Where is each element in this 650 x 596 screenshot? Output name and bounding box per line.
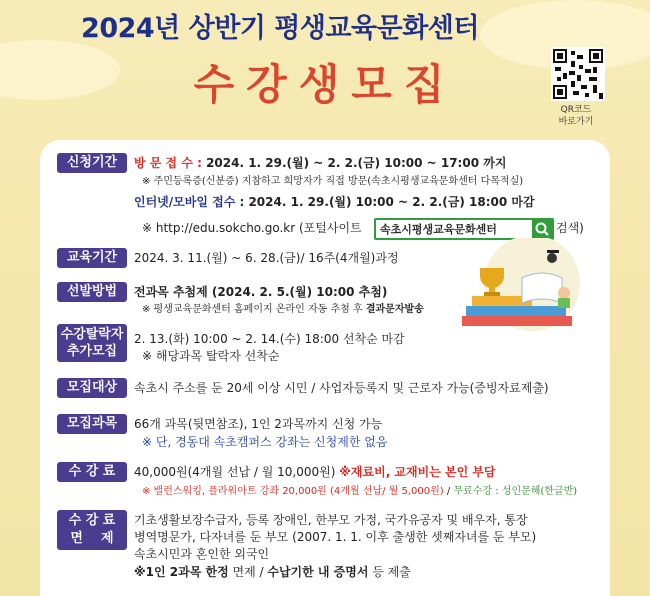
qr-caption: QR코드 바로가기 <box>558 105 594 127</box>
web-apply-line: 인터넷/모바일 접수 : 2024. 1. 29.(월) 10:00 ~ 2. 2.(금) 18:00 마감 <box>134 195 535 209</box>
courses-note: ※ 단, 경동대 속초캠퍼스 강좌는 신청제한 없음 <box>142 435 388 449</box>
fee-text: 40,000원(4개월 선납 / 월 10,000원) ※재료비, 교재비는 본인 부담 <box>134 465 496 479</box>
web-url-line[interactable]: ※ http://edu.sokcho.go.kr (포털사이트 <box>142 221 362 235</box>
label-fee-exempt: 수 강 료 면 제 <box>57 510 127 550</box>
label-selection: 선발방법 <box>57 282 127 302</box>
search-text: 속초시평생교육문화센터 <box>380 223 497 236</box>
label-apply-period: 신청기간 <box>57 153 127 173</box>
page-subtitle: 수강생모집 <box>193 60 457 109</box>
selection-text: 전과목 추첨제 (2024. 2. 5.(월) 10:00 추첨) <box>134 285 388 299</box>
exempt-line-3: 속초시민과 혼인한 외국인 <box>134 547 270 561</box>
visit-apply-line: 방 문 접 수 : 2024. 1. 29.(월) ~ 2. 2.(금) 10:00 ~ 17:00 까지 <box>134 156 507 170</box>
edu-period-text: 2024. 3. 11.(월) ~ 6. 28.(금)/ 16주(4개월)과정 <box>134 251 399 265</box>
label-fee: 수 강 료 <box>57 462 127 482</box>
dropout-note: ※ 해당과목 탈락자 선착순 <box>142 349 280 363</box>
label-dropout: 수강탈락자 추가모집 <box>57 324 127 362</box>
label-edu-period: 교육기간 <box>57 248 127 268</box>
courses-text: 66개 과목(뒷면참조), 1인 2과목까지 신청 가능 <box>134 417 383 431</box>
qr-code-icon[interactable] <box>551 47 605 101</box>
dropout-text: 2. 13.(화) 10:00 ~ 2. 14.(수) 18:00 선착순 마감 <box>134 332 405 346</box>
label-courses: 모집과목 <box>57 414 127 434</box>
exempt-line-2: 병역명문가, 다자녀를 둔 부모 (2007. 1. 1. 이후 출생한 셋째자녀를 둔 부모) <box>134 530 537 544</box>
page-title: 2024년 상반기 평생교육문화센터 <box>81 13 479 44</box>
bg-cloud <box>0 40 120 100</box>
search-suffix: 검색) <box>556 221 584 235</box>
fee-note: ※ 밸런스워킹, 플라워아트 강좌 20,000원 (4개월 선납/ 월 5,000원) / 무료수강 : 성인문해(한글반) <box>142 486 578 497</box>
target-text: 속초시 주소를 둔 20세 이상 시민 / 사업자등록지 및 근로자 가능(증빙자료제출) <box>134 381 549 395</box>
search-icon[interactable] <box>532 220 552 238</box>
portal-search-box[interactable] <box>374 218 554 240</box>
exempt-line-4: ※1인 2과목 한정 면제 / 수납기한 내 증명서 등 제출 <box>134 565 411 579</box>
label-target: 모집대상 <box>57 378 127 398</box>
selection-note: ※ 평생교육문화센터 홈페이지 온라인 자동 추첨 후 결과문자발송 <box>142 304 424 315</box>
exempt-line-1: 기초생활보장수급자, 등록 장애인, 한부모 가정, 국가유공자 및 배우자, 통장 <box>134 513 528 527</box>
visit-apply-note: ※ 주민등록증(신분증) 지참하고 희망자가 직접 방문(속초시평생교육문화센터 다목적실) <box>142 176 524 187</box>
books-trophy-illustration <box>452 238 582 338</box>
